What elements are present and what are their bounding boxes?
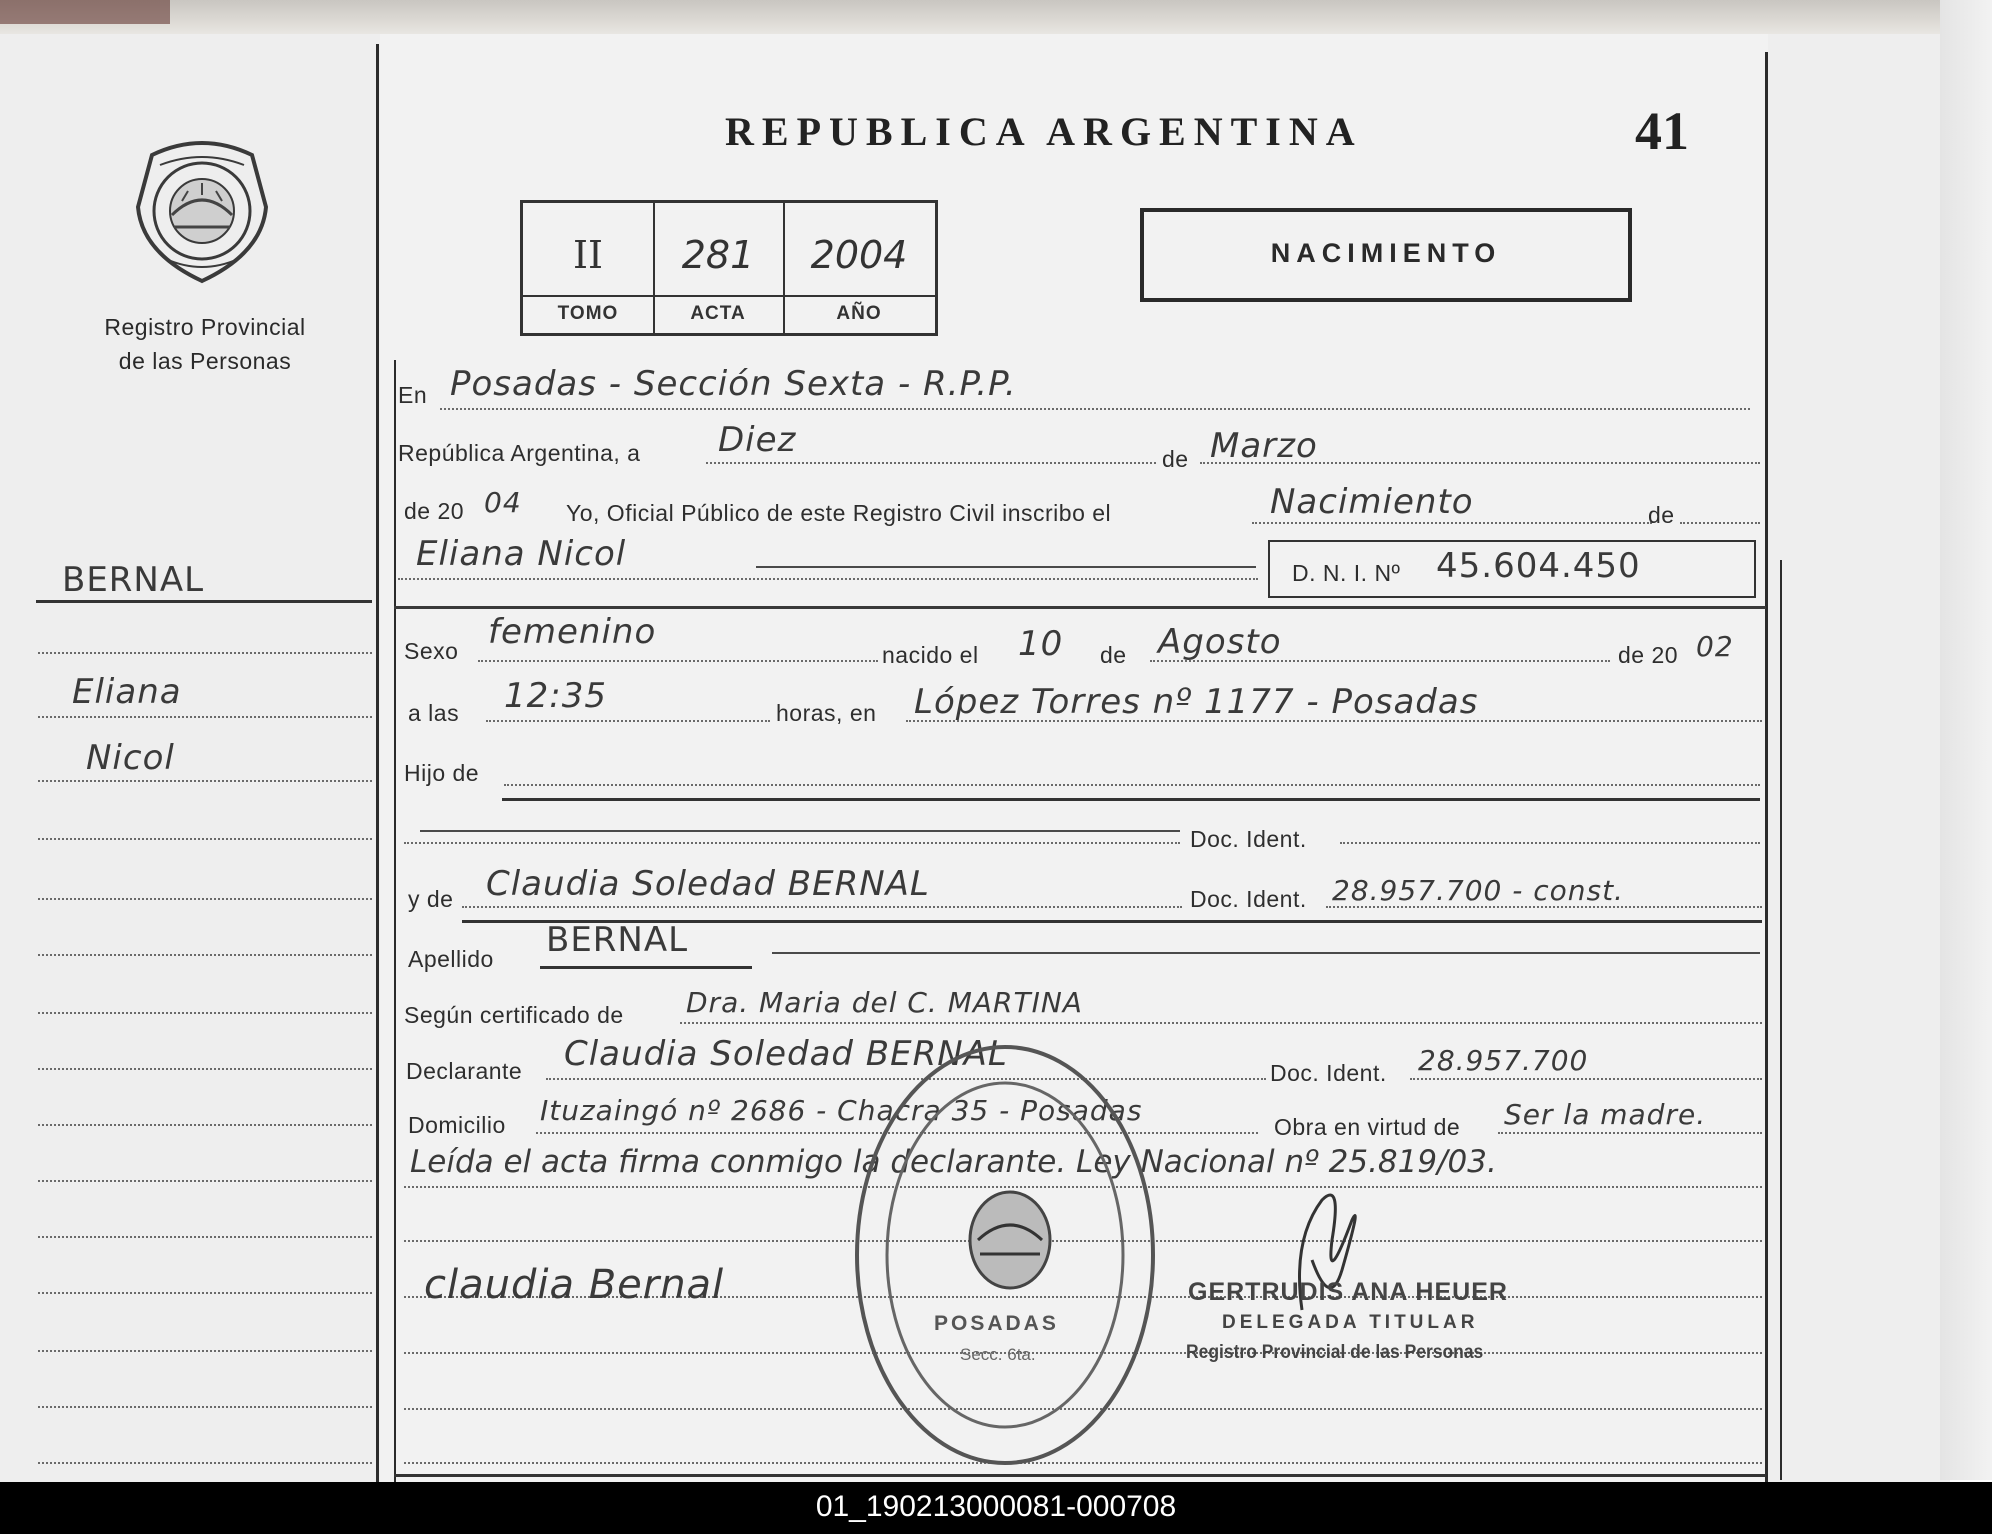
father-doc-rule — [420, 830, 1180, 832]
acta-label: ACTA — [690, 303, 746, 324]
dark-corner — [0, 0, 170, 24]
sidebar-line — [38, 780, 372, 782]
year-suffix: 04 — [484, 486, 522, 519]
birth-day-value: 10 — [1018, 624, 1064, 664]
child-name-value: Eliana Nicol — [416, 534, 627, 574]
frame-line-inner — [394, 360, 396, 1484]
acta-value: 281 — [681, 233, 755, 277]
tomo-cell — [523, 203, 655, 333]
official-role: DELEGADA TITULAR — [1222, 1312, 1479, 1333]
birth-time-line — [486, 720, 770, 722]
frame-line-right — [1765, 52, 1768, 1484]
page-right-edge — [1940, 0, 1992, 1480]
de-label-2: de — [1648, 502, 1675, 528]
ano-label: AÑO — [836, 303, 882, 324]
father-line — [404, 842, 1180, 844]
stamp-section: Secc. 6ta. — [960, 1345, 1036, 1364]
father-doc-line — [1340, 842, 1760, 844]
act-type-value: Nacimiento — [1270, 482, 1474, 522]
dni-box — [1268, 540, 1756, 598]
birth-place-line — [906, 720, 1762, 722]
sidebar-given-name-1: Eliana — [72, 672, 182, 712]
sidebar-line — [38, 1236, 372, 1238]
official-stamp-icon — [850, 1040, 1160, 1470]
address-value: Ituzaingó nº 2686 - Chacra 35 - Posadas — [540, 1094, 1143, 1127]
registry-name — [60, 310, 350, 378]
official-org: Registro Provincial de las Personas — [1186, 1342, 1484, 1363]
sidebar-line — [38, 1012, 372, 1014]
sidebar-given-name-2: Nicol — [86, 738, 175, 778]
birth-month-value: Agosto — [1158, 622, 1282, 662]
top-edge-strip — [0, 0, 1992, 34]
day-line — [706, 462, 1156, 464]
doc-ident-label-2: Doc. Ident. — [1190, 886, 1307, 912]
note-value: Leída el acta firma conmigo la declarante. Ley Nacional nº 25.819/03. — [410, 1144, 1497, 1180]
act-type-line — [1252, 522, 1652, 524]
bottom-rule — [394, 1474, 1766, 1477]
declarant-value: Claudia Soledad BERNAL — [564, 1034, 1008, 1074]
sidebar-line — [38, 652, 372, 654]
birth-year-suffix: 02 — [1696, 630, 1734, 663]
dni-value: 45.604.450 — [1436, 546, 1641, 586]
sidebar-line — [38, 898, 372, 900]
record-type-box — [1140, 208, 1632, 302]
sidebar-surname: BERNAL — [62, 560, 205, 600]
doc-ident-label: Doc. Ident. — [1190, 826, 1307, 852]
child-name-rule — [756, 566, 1256, 568]
month-value: Marzo — [1210, 426, 1318, 466]
y-de-label: y de — [408, 886, 454, 912]
registry-name-line2: de las Personas — [118, 348, 292, 374]
mother-name-value: Claudia Soledad BERNAL — [486, 864, 930, 904]
sidebar-line — [38, 1068, 372, 1070]
tomo-value: II — [572, 233, 604, 277]
capacity-line — [1498, 1132, 1762, 1134]
year-prefix: de 20 — [404, 498, 465, 524]
sidebar-surname-line — [36, 600, 372, 603]
declarant-doc-value: 28.957.700 — [1418, 1044, 1589, 1077]
de-line-2 — [1680, 522, 1760, 524]
surname-value: BERNAL — [546, 920, 689, 960]
declarant-signature: claudia Bernal — [424, 1262, 725, 1308]
stamp-office: POSADAS — [934, 1312, 1059, 1335]
sidebar-line — [38, 1124, 372, 1126]
section-rule-1 — [394, 606, 1766, 609]
acta-cell — [653, 203, 785, 333]
file-id: 01_190213000081-000708 — [815, 1490, 1177, 1523]
de-label-3: de — [1100, 642, 1127, 668]
horas-label: horas, en — [776, 700, 877, 726]
header-title: REPUBLICA ARGENTINA — [725, 109, 1363, 154]
hijo-label: Hijo de — [404, 760, 480, 786]
a-las-label: a las — [408, 700, 460, 726]
en-label: En — [398, 382, 428, 408]
capacity-value: Ser la madre. — [1504, 1098, 1707, 1131]
domicilio-label: Domicilio — [408, 1112, 506, 1138]
republica-label: República Argentina, a — [398, 440, 641, 466]
sex-line — [478, 660, 878, 662]
tomo-label: TOMO — [557, 303, 619, 324]
apellido-rule — [772, 952, 1760, 954]
certifier-value: Dra. Maria del C. MARTINA — [686, 986, 1083, 1019]
sex-value: femenino — [488, 612, 657, 652]
day-value: Diez — [718, 420, 797, 460]
certifier-line — [680, 1022, 1762, 1024]
sidebar-line — [38, 954, 372, 956]
record-type: NACIMIENTO — [1270, 238, 1502, 268]
registry-name-line1: Registro Provincial — [104, 314, 306, 340]
oficial-text: Yo, Oficial Público de este Registro Civil inscribo el — [566, 500, 1112, 526]
sidebar-line — [38, 838, 372, 840]
sidebar-line — [38, 1292, 372, 1294]
sidebar-line — [38, 1462, 372, 1464]
sidebar-line — [38, 1406, 372, 1408]
declarant-doc-line — [1410, 1078, 1762, 1080]
frame-line-left — [376, 44, 379, 1484]
birth-time-value: 12:35 — [504, 676, 607, 716]
hijo-rule — [502, 798, 1760, 801]
declarante-label: Declarante — [406, 1058, 523, 1084]
birth-year-prefix: de 20 — [1618, 642, 1679, 668]
obra-label: Obra en virtud de — [1274, 1114, 1461, 1140]
ano-value: 2004 — [810, 233, 908, 277]
reference-box — [520, 200, 938, 336]
place-line — [440, 408, 1750, 410]
de-label: de — [1162, 446, 1189, 472]
provincial-seal-icon — [132, 135, 272, 285]
certificado-label: Según certificado de — [404, 1002, 624, 1028]
page-number: 41 — [1635, 101, 1689, 161]
doc-ident-label-3: Doc. Ident. — [1270, 1060, 1387, 1086]
birth-month-line — [1150, 660, 1610, 662]
mother-doc-value: 28.957.700 - const. — [1332, 874, 1624, 907]
mother-line — [462, 906, 1182, 908]
month-line — [1200, 462, 1760, 464]
ano-cell — [783, 203, 935, 333]
sexo-label: Sexo — [404, 638, 459, 664]
sidebar-line — [38, 716, 372, 718]
sidebar-line — [38, 1180, 372, 1182]
child-name-line — [398, 578, 1258, 580]
place-value: Posadas - Sección Sexta - R.P.P. — [450, 364, 1017, 404]
surname-underline — [540, 966, 752, 969]
hijo-line — [504, 784, 1760, 786]
sidebar-line — [38, 1350, 372, 1352]
nacido-label: nacido el — [882, 642, 979, 668]
official-name: GERTRUDIS ANA HEUER — [1188, 1278, 1508, 1306]
mother-doc-line — [1326, 906, 1762, 908]
dni-label: D. N. I. Nº — [1292, 560, 1401, 586]
frame-line-far-right — [1780, 560, 1782, 1480]
birth-place-value: López Torres nº 1177 - Posadas — [914, 682, 1479, 722]
apellido-label: Apellido — [408, 946, 494, 972]
